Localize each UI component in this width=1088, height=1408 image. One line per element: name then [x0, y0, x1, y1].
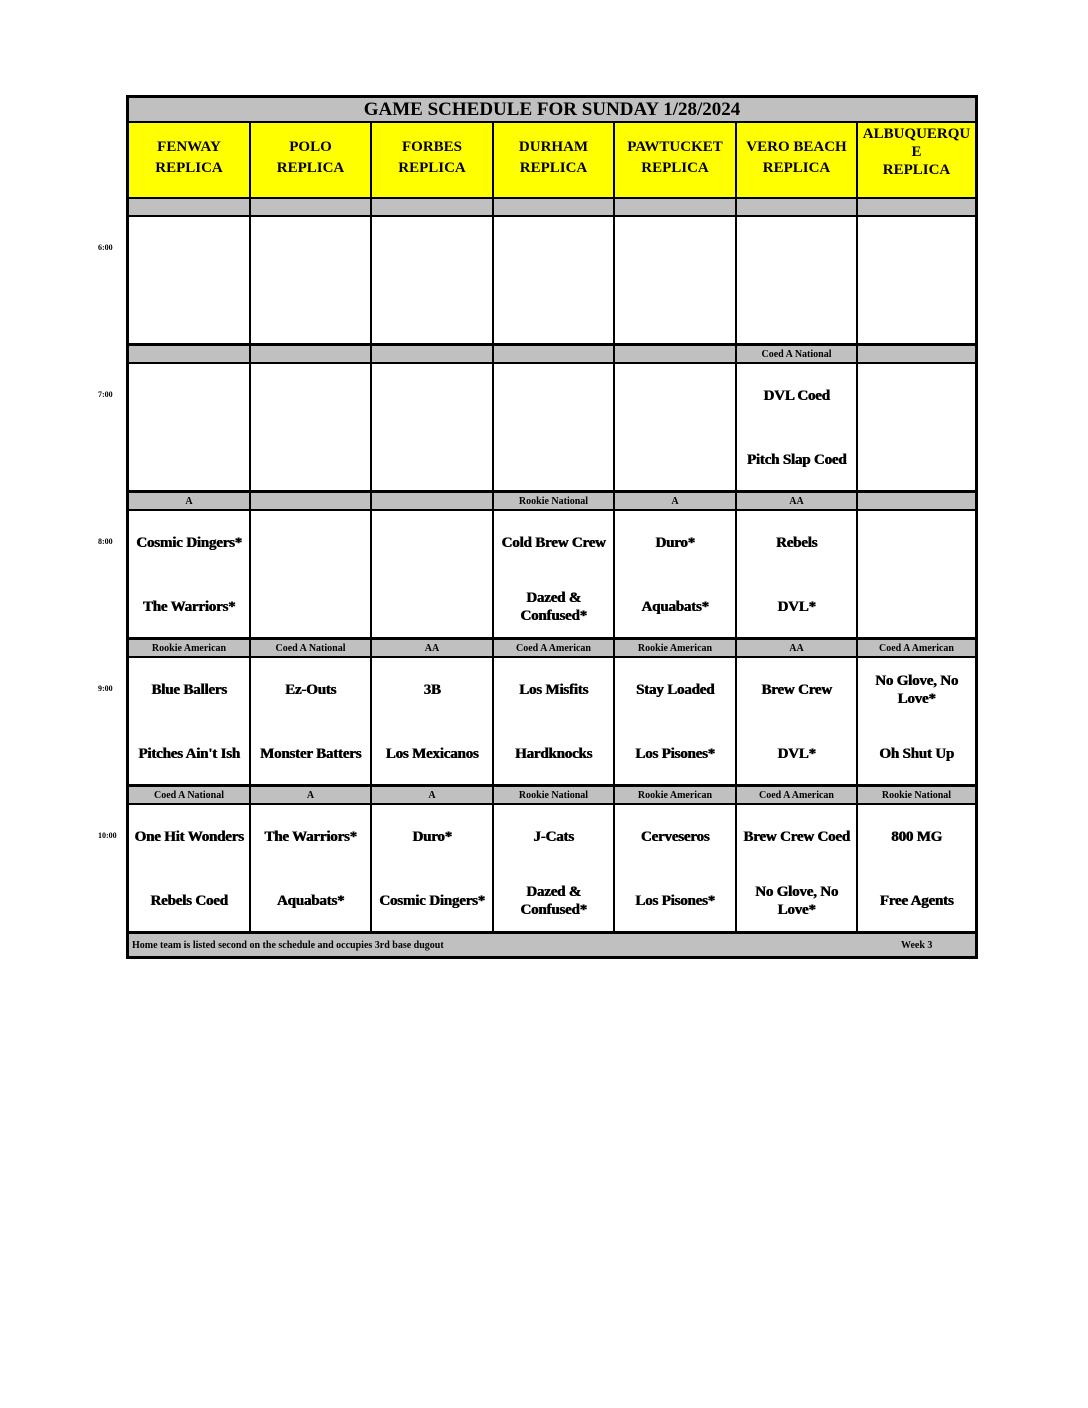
- game-cell: [494, 805, 613, 931]
- game-cell: [494, 217, 613, 343]
- game-cell: [494, 511, 613, 637]
- home-team: DVL*: [777, 746, 816, 762]
- division-label: Rookie American: [615, 787, 735, 803]
- home-team: Los Pisones*: [635, 746, 715, 762]
- field-name: PAWTUCKET: [627, 139, 723, 155]
- division-label: Coed A National: [251, 640, 370, 656]
- away-team: Stay Loaded: [635, 682, 715, 698]
- division-label: AA: [372, 640, 492, 656]
- game-cell: [737, 364, 856, 490]
- game-cell: [858, 364, 975, 490]
- division-label: [615, 199, 735, 215]
- home-team: [615, 285, 735, 341]
- division-label: A: [372, 787, 492, 803]
- game-cell: [858, 217, 975, 343]
- away-team: Brew Crew: [761, 682, 832, 698]
- game-cell: [615, 658, 735, 784]
- home-team: DVL*: [777, 599, 816, 615]
- division-label: [737, 199, 856, 215]
- game-cell: [737, 217, 856, 343]
- game-cell: [494, 658, 613, 784]
- home-team: [251, 285, 370, 341]
- game-cell: [251, 364, 370, 490]
- field-name: POLO: [289, 139, 332, 155]
- field-name: VERO BEACH: [746, 139, 847, 155]
- away-team: One Hit Wonders: [134, 829, 244, 845]
- field-name: FENWAY: [157, 139, 221, 155]
- away-team: The Warriors*: [264, 829, 357, 845]
- home-team: [372, 432, 492, 488]
- footer-note: Home team is listed second on the schedule and occupies 3rd base dugout: [132, 939, 444, 951]
- home-team: [494, 432, 613, 488]
- game-cell: [858, 805, 975, 931]
- field-name: FORBES: [401, 139, 462, 155]
- division-label: A: [251, 787, 370, 803]
- game-cell: [737, 511, 856, 637]
- division-label: [858, 493, 975, 509]
- game-cell: [372, 658, 492, 784]
- field-subtitle: REPLICA: [882, 162, 951, 178]
- away-team: [372, 515, 492, 571]
- home-team: Dazed & Confused*: [520, 590, 587, 624]
- home-team: Monster Batters: [259, 746, 362, 762]
- division-label: [372, 493, 492, 509]
- division-label: Rookie National: [858, 787, 975, 803]
- division-label: [858, 199, 975, 215]
- away-team: Duro*: [412, 829, 452, 845]
- field-header: [372, 123, 492, 197]
- away-team: 3B: [423, 682, 441, 698]
- division-label: [372, 346, 492, 362]
- away-team: Rebels: [775, 535, 818, 551]
- field-name: ALBUQUERQU E: [862, 126, 971, 160]
- home-team: Aquabats*: [641, 599, 709, 615]
- home-team: [129, 432, 249, 488]
- away-team: Ez-Outs: [284, 682, 337, 698]
- home-team: [372, 285, 492, 341]
- home-team: Pitches Ain't Ish: [138, 746, 240, 762]
- game-cell: [129, 658, 249, 784]
- home-team: [494, 285, 613, 341]
- game-cell: [858, 658, 975, 784]
- away-team: Cosmic Dingers*: [136, 535, 242, 551]
- away-team: [858, 515, 975, 571]
- division-label: [372, 199, 492, 215]
- game-cell: [251, 805, 370, 931]
- away-team: Blue Ballers: [151, 682, 227, 698]
- game-cell: [858, 511, 975, 637]
- field-header: [251, 123, 370, 197]
- home-team: Aquabats*: [276, 893, 345, 909]
- home-team: [129, 285, 249, 341]
- division-label: [251, 346, 370, 362]
- game-cell: [494, 364, 613, 490]
- game-cell: [615, 511, 735, 637]
- away-team: [251, 515, 370, 571]
- home-team: Rebels Coed: [150, 893, 228, 909]
- home-team: [858, 432, 975, 488]
- home-team: The Warriors*: [142, 599, 236, 615]
- game-cell: [615, 217, 735, 343]
- division-label: A: [615, 493, 735, 509]
- away-team: Los Misfits: [518, 682, 589, 698]
- away-team: [494, 368, 613, 424]
- field-header: [737, 123, 856, 197]
- time-label: 6:00: [98, 243, 113, 252]
- schedule-table: [126, 95, 978, 959]
- home-team: [372, 579, 492, 635]
- away-team: [372, 221, 492, 277]
- away-team: Cerveseros: [640, 829, 710, 845]
- time-label: 8:00: [98, 537, 113, 546]
- home-team: [251, 579, 370, 635]
- away-team: [494, 221, 613, 277]
- schedule-title: GAME SCHEDULE FOR SUNDAY 1/28/2024: [129, 98, 975, 121]
- home-team: [858, 579, 975, 635]
- home-team: Hardknocks: [514, 746, 593, 762]
- away-team: [251, 221, 370, 277]
- footer-bar: [129, 934, 975, 956]
- game-cell: [129, 364, 249, 490]
- away-team: [129, 221, 249, 277]
- game-cell: [372, 511, 492, 637]
- division-label: Rookie American: [129, 640, 249, 656]
- home-team: Los Pisones*: [635, 893, 715, 909]
- division-label: Coed A National: [129, 787, 249, 803]
- away-team: [615, 368, 735, 424]
- away-team: Brew Crew Coed: [743, 829, 850, 845]
- field-subtitle: REPLICA: [519, 160, 588, 176]
- division-label: Coed A National: [737, 346, 856, 362]
- away-team: [858, 221, 975, 277]
- division-label: Rookie National: [494, 493, 613, 509]
- division-label: [858, 346, 975, 362]
- home-team: Pitch Slap Coed: [746, 452, 847, 468]
- away-team: 800 MG: [891, 829, 942, 845]
- game-cell: [251, 217, 370, 343]
- home-team: Oh Shut Up: [879, 746, 954, 762]
- game-cell: [251, 658, 370, 784]
- game-cell: [615, 805, 735, 931]
- home-team: Cosmic Dingers*: [379, 893, 485, 909]
- division-label: AA: [737, 493, 856, 509]
- game-cell: [129, 511, 249, 637]
- division-label: [129, 199, 249, 215]
- field-subtitle: REPLICA: [641, 160, 709, 176]
- away-team: Cold Brew Crew: [501, 535, 606, 551]
- time-label: 10:00: [98, 831, 117, 840]
- game-cell: [372, 805, 492, 931]
- field-subtitle: REPLICA: [276, 160, 345, 176]
- home-team: No Glove, No Love*: [754, 884, 838, 918]
- away-team: Duro*: [655, 535, 695, 551]
- field-name: DURHAM: [518, 139, 589, 155]
- division-label: Coed A American: [494, 640, 613, 656]
- week-label: Week 3: [901, 939, 933, 951]
- away-team: J-Cats: [533, 829, 574, 845]
- time-label: 9:00: [98, 684, 113, 693]
- division-label: Rookie National: [494, 787, 613, 803]
- away-team: [615, 221, 735, 277]
- game-cell: [737, 805, 856, 931]
- division-label: [494, 346, 613, 362]
- game-cell: [372, 217, 492, 343]
- home-team: [737, 285, 856, 341]
- game-cell: [129, 805, 249, 931]
- division-label: Rookie American: [615, 640, 735, 656]
- home-team: [251, 432, 370, 488]
- home-team: Free Agents: [879, 893, 954, 909]
- home-team: [858, 285, 975, 341]
- away-team: No Glove, No Love*: [874, 673, 958, 707]
- game-cell: [615, 364, 735, 490]
- game-cell: [372, 364, 492, 490]
- home-team: Los Mexicanos: [385, 746, 479, 762]
- away-team: [129, 368, 249, 424]
- division-label: [494, 199, 613, 215]
- game-cell: [251, 511, 370, 637]
- field-header: [494, 123, 613, 197]
- field-header: [615, 123, 735, 197]
- field-subtitle: REPLICA: [155, 160, 223, 176]
- division-label: AA: [737, 640, 856, 656]
- away-team: [372, 368, 492, 424]
- game-cell: [737, 658, 856, 784]
- division-label: Coed A American: [858, 640, 975, 656]
- home-team: Dazed & Confused*: [520, 884, 587, 918]
- away-team: [737, 221, 856, 277]
- division-label: [615, 346, 735, 362]
- division-label: [129, 346, 249, 362]
- field-subtitle: REPLICA: [398, 160, 466, 176]
- time-label: 7:00: [98, 390, 113, 399]
- division-label: [251, 493, 370, 509]
- division-label: Coed A American: [737, 787, 856, 803]
- game-cell: [129, 217, 249, 343]
- division-label: A: [129, 493, 249, 509]
- field-subtitle: REPLICA: [762, 160, 831, 176]
- field-header: [858, 123, 975, 197]
- division-label: [251, 199, 370, 215]
- away-team: [858, 368, 975, 424]
- home-team: [615, 432, 735, 488]
- field-header: [129, 123, 249, 197]
- away-team: [251, 368, 370, 424]
- away-team: DVL Coed: [763, 388, 830, 404]
